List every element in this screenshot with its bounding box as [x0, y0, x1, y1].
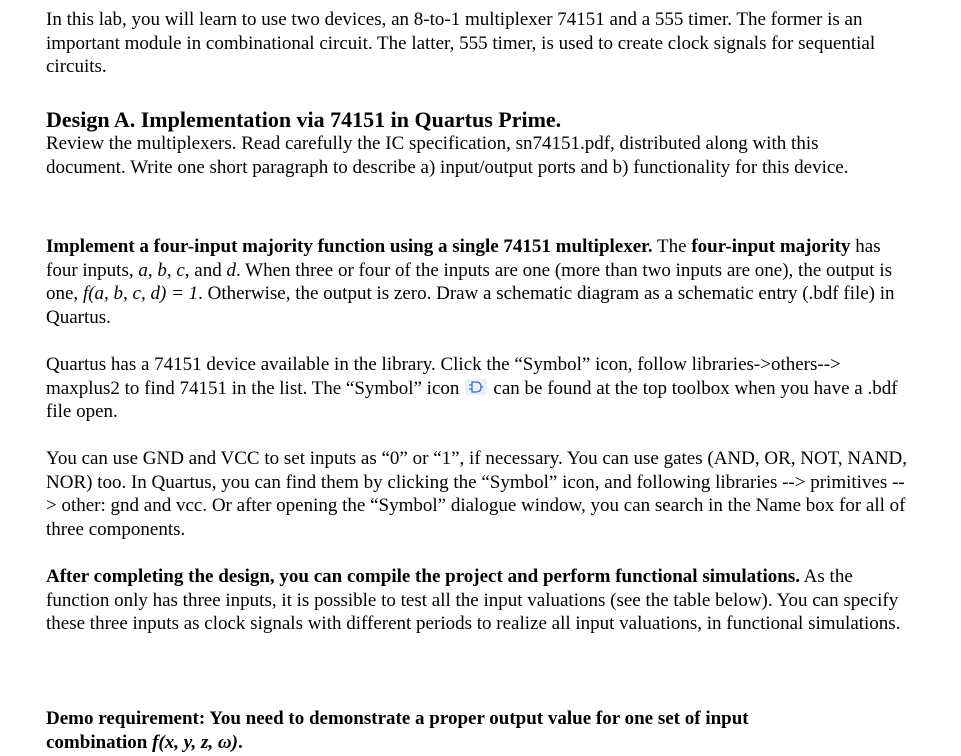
var-c: c [176, 259, 185, 281]
and-word: and [194, 259, 222, 281]
majority-text-4: . Otherwise, the output is zero. Draw a schematic diagram as a schematic entry (.bdf file) in Quartus. [46, 283, 895, 328]
majority-function: f(a, b, c, d) = 1 [82, 283, 199, 304]
majority-bold-mid: four-input majority [691, 236, 851, 257]
quartus-text-1: Quartus has a 74151 device available in the library. Click the “Symbol” icon, follow libraries->others--> maxplus2 to find 74151 in the list. The “Symbol” icon [46, 354, 841, 399]
quartus-text-2: can be found at the top toolbox when you have a .bdf file open. [46, 377, 898, 422]
symbol-tool-icon [465, 379, 487, 395]
intro-paragraph: In this lab, you will learn to use two devices, an 8-to-1 multiplexer 74151 and a 555 timer. The former is an important module in combinational circuit. The latter, 555 timer, is used to create clock signals for sequential circuits. [46, 9, 876, 77]
compile-bold-lead: After completing the design, you can compile the project and perform functional simulations. [46, 566, 800, 587]
majority-bold-lead: Implement a four-input majority function using a single 74151 multiplexer. [46, 236, 653, 257]
design-a-heading: Design A. Implementation via 74151 in Quartus Prime. [46, 107, 562, 132]
compile-paragraph [46, 565, 908, 636]
var-d: d [226, 259, 236, 281]
majority-text-1: The [652, 236, 692, 257]
var-a: a [138, 259, 148, 281]
gnd-vcc-paragraph: You can use GND and VCC to set inputs as “0” or “1”, if necessary. You can use gates (AND, OR, NOT, NAND, NOR) too. In Quartus, you can find them by clicking the “Symbol” icon, and following libraries --> primitives --> other: gnd and vcc. Or after opening the “Symbol” dialogue window, you can search in the Name box for all of three components. [46, 448, 908, 540]
demo-paragraph [46, 707, 846, 754]
demo-bold: Demo requirement: You need to demonstrate a proper output value for one set of input combination [46, 708, 749, 753]
quartus-paragraph [46, 353, 908, 424]
demo-end: . [237, 731, 243, 753]
var-b: b [157, 259, 167, 281]
review-paragraph: Review the multiplexers. Read carefully the IC specification, sn74151.pdf, distributed along with this document. Write one short paragraph to describe a) input/output ports and b) functionality for this device. [46, 133, 849, 178]
majority-paragraph: Implement a four-input majority function using a single 74151 multiplexer. The four-input majority has four inputs, a, b, c, and d. When three or four of the inputs are one (more than two inputs are one), the output is one, f(a, b, c, d) = 1. Otherwise, the output is zero. Draw a schematic diagram as a schematic entry (.bdf file) in Quartus. [46, 236, 895, 328]
majority-text-2: has four inputs, [46, 236, 881, 281]
majority-text-3: . When three or four of the inputs are one (more than two inputs are one), the output is one, [46, 259, 893, 304]
demo-function: f(x, y, z, ω) [152, 731, 238, 753]
compile-rest: As the function only has three inputs, it is possible to test all the input valuations (see the table below). You can specify these three inputs as clock signals with different periods to realize all input valuations, in functional simulations. [46, 566, 901, 634]
